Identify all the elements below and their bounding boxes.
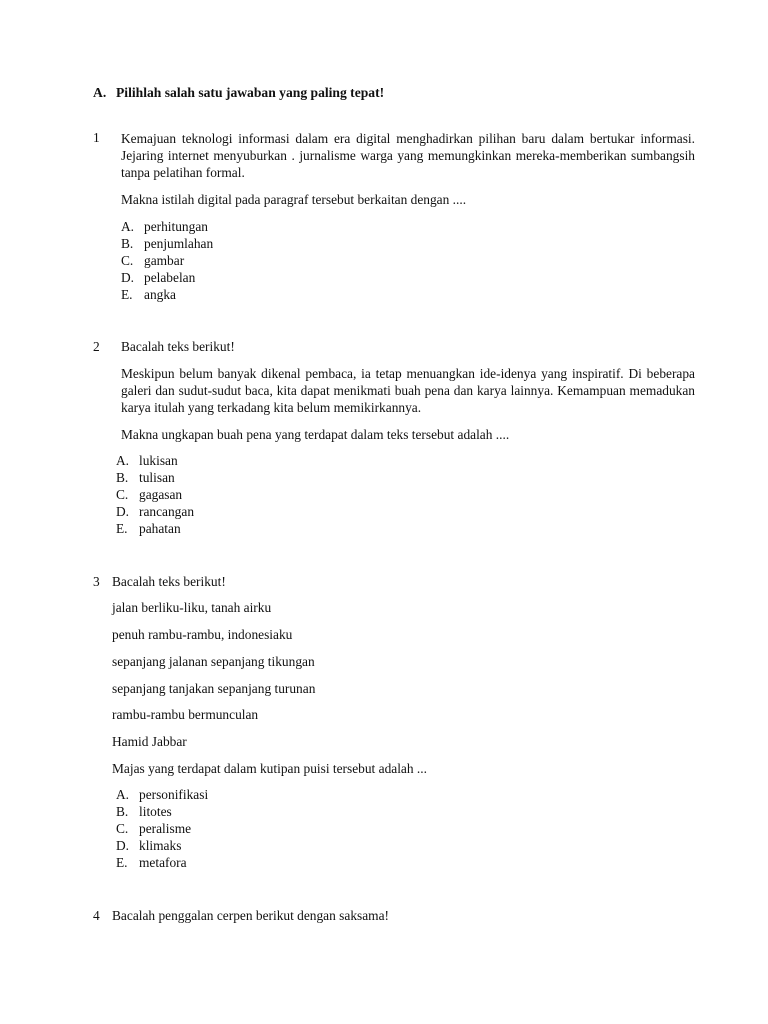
option-text: angka — [144, 287, 176, 302]
question-intro: Bacalah teks berikut! — [112, 574, 226, 589]
option-text: pelabelan — [144, 270, 196, 285]
option-text: tulisan — [139, 470, 175, 485]
option-letter: B. — [121, 236, 134, 251]
option-letter: E. — [116, 521, 128, 536]
option-letter: C. — [116, 487, 129, 502]
option-c — [121, 252, 184, 269]
option-a — [116, 786, 208, 803]
question-prompt: Makna ungkapan buah pena yang terdapat dalam teks tersebut adalah .... — [121, 427, 510, 442]
question-intro: Bacalah penggalan cerpen berikut dengan saksama! — [112, 908, 389, 923]
option-letter: A. — [116, 787, 130, 802]
question-number: 2 — [93, 339, 100, 354]
option-letter: E. — [116, 855, 128, 870]
option-d — [121, 269, 195, 286]
poem-line: sepanjang tanjakan sepanjang turunan — [112, 681, 316, 696]
section-letter: A. — [93, 85, 107, 100]
poem-line: rambu-rambu bermunculan — [112, 707, 259, 722]
option-a — [121, 218, 208, 235]
option-letter: D. — [116, 838, 130, 853]
question-prompt: Makna istilah digital pada paragraf tersebut berkaitan dengan .... — [121, 192, 467, 207]
poem-author: Hamid Jabbar — [112, 734, 187, 749]
question-passage: Kemajuan teknologi informasi dalam era digital menghadirkan pilihan baru dalam bertukar informasi. Jejaring internet menyuburkan . jurnalisme warga yang memungkinkan mereka-memberikan sumbangsih tanpa pelatihan formal. — [121, 131, 695, 180]
question-number: 3 — [93, 574, 100, 589]
option-d — [116, 503, 194, 520]
option-text: metafora — [139, 855, 187, 870]
question-prompt: Majas yang terdapat dalam kutipan puisi tersebut adalah ... — [112, 761, 427, 776]
option-a — [116, 452, 178, 469]
option-text: personifikasi — [139, 787, 209, 802]
option-text: gambar — [144, 253, 185, 268]
question-number: 4 — [93, 908, 100, 923]
poem-line: penuh rambu-rambu, indonesiaku — [112, 627, 293, 642]
option-letter: D. — [121, 270, 135, 285]
option-text: perhitungan — [144, 219, 208, 234]
poem-line: jalan berliku-liku, tanah airku — [112, 600, 272, 615]
section-title: Pilihlah salah satu jawaban yang paling tepat! — [116, 85, 385, 100]
option-text: rancangan — [139, 504, 195, 519]
option-e — [121, 286, 176, 303]
question-passage: Meskipun belum banyak dikenal pembaca, ia tetap menuangkan ide-idenya yang inspiratif. Di beberapa galeri dan sudut-sudut baca, kita dapat menikmati buah pena dan karya lainnya. Kemampuan memadukan karya itulah yang terkadang kita belum memikirkannya. — [121, 366, 695, 415]
question-number: 1 — [93, 130, 100, 145]
poem-line: sepanjang jalanan sepanjang tikungan — [112, 654, 315, 669]
option-letter: B. — [116, 804, 129, 819]
option-letter: A. — [116, 453, 130, 468]
option-d — [116, 837, 181, 854]
option-e — [116, 854, 187, 871]
option-b — [116, 469, 175, 486]
option-c — [116, 486, 182, 503]
option-b — [121, 235, 213, 252]
option-letter: D. — [116, 504, 130, 519]
option-text: klimaks — [139, 838, 182, 853]
option-text: lukisan — [139, 453, 178, 468]
option-letter: B. — [116, 470, 129, 485]
option-b — [116, 803, 172, 820]
option-text: gagasan — [139, 487, 183, 502]
option-letter: A. — [121, 219, 135, 234]
option-e — [116, 520, 181, 537]
option-text: penjumlahan — [144, 236, 214, 251]
option-letter: C. — [121, 253, 134, 268]
option-letter: E. — [121, 287, 133, 302]
option-text: litotes — [139, 804, 172, 819]
question-intro: Bacalah teks berikut! — [121, 339, 235, 354]
option-text: peralisme — [139, 821, 192, 836]
option-c — [116, 820, 191, 837]
option-letter: C. — [116, 821, 129, 836]
option-text: pahatan — [139, 521, 181, 536]
